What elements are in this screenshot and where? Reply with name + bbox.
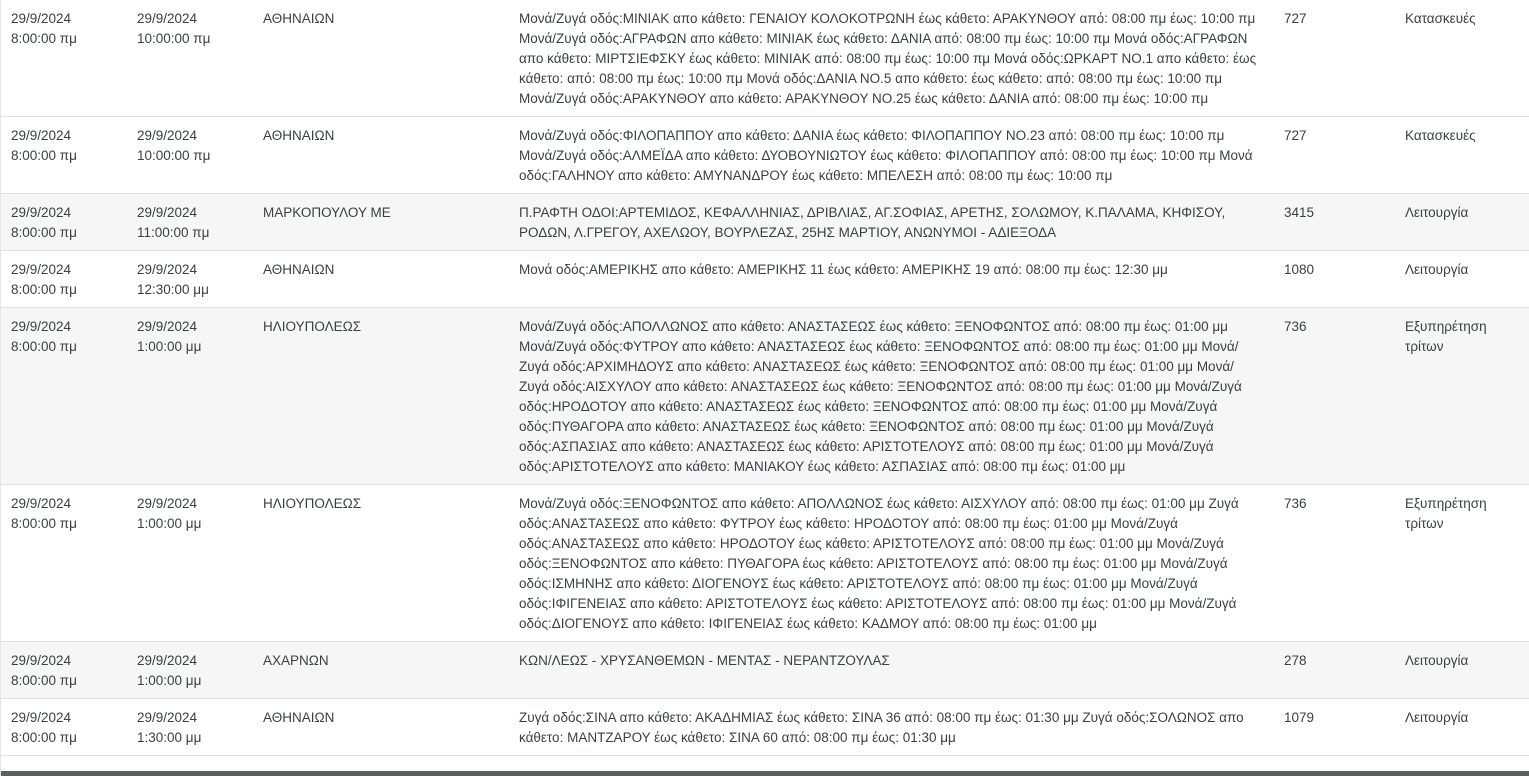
number-cell: 278 (1284, 653, 1307, 668)
start-date: 29/9/2024 (11, 319, 72, 334)
start-datetime-cell (1, 642, 127, 698)
end-datetime-cell (127, 194, 253, 250)
description-cell: Μονά οδός:ΑΜΕΡΙΚΗΣ απο κάθετο: ΑΜΕΡΙΚΗΣ 11 έως κάθετο: ΑΜΕΡΙΚΗΣ 19 από: 08:00 πμ έως: 12:30 μμ (519, 262, 1168, 277)
start-date: 29/9/2024 (11, 128, 72, 143)
description-cell: Μονά/Ζυγά οδός:ΦΙΛΟΠΑΠΠΟΥ απο κάθετο: ΔΑΝΙΑ έως κάθετο: ΦΙΛΟΠΑΠΠΟΥ NO.23 από: 08:00 πμ έως: 10:00 πμ Μονά/Ζυγά οδός:ΑΛΜΕΪΔΑ απο κάθετο: ΔΥΟΒΟΥΝΙΩΤΟΥ έως κάθετο: ΦΙΛΟΠΑΠΠΟΥ από: 08:00 πμ έως: 10:00 πμ Μονά οδός:ΓΑΛΗΝΟΥ απο κάθετο: ΑΜΥΝΑΝΔΡΟΥ έως κάθετο: ΜΠΕΛΕΣΗ από: 08:00 πμ έως: 10:00 πμ (519, 128, 1253, 183)
table-row (1, 699, 1529, 756)
end-time: 1:00:00 μμ (137, 339, 202, 354)
end-date: 29/9/2024 (137, 710, 198, 725)
start-date: 29/9/2024 (11, 11, 72, 26)
municipality-cell: ΑΘΗΝΑΙΩΝ (263, 262, 335, 277)
description-cell: ΚΩΝ/ΛΕΩΣ - ΧΡΥΣΑΝΘΕΜΩΝ - ΜΕΝΤΑΣ - ΝΕΡΑΝΤΖΟΥΛΑΣ (519, 653, 890, 668)
start-datetime-cell (1, 194, 127, 250)
municipality-cell: ΗΛΙΟΥΠΟΛΕΩΣ (263, 319, 362, 334)
municipality-cell: ΑΧΑΡΝΩΝ (263, 653, 329, 668)
category-cell: Λειτουργία (1405, 205, 1469, 220)
start-time: 8:00:00 πμ (11, 282, 77, 297)
start-time: 8:00:00 πμ (11, 339, 77, 354)
end-date: 29/9/2024 (137, 653, 198, 668)
number-cell: 1079 (1284, 710, 1315, 725)
end-time: 12:30:00 μμ (137, 282, 209, 297)
number-cell: 736 (1284, 496, 1307, 511)
table-row (1, 117, 1529, 194)
start-datetime-cell (1, 251, 127, 307)
table-row (1, 642, 1529, 699)
start-datetime-cell (1, 0, 127, 116)
end-time: 1:00:00 μμ (137, 673, 202, 688)
table-row (1, 251, 1529, 308)
end-datetime-cell (127, 308, 253, 484)
start-date: 29/9/2024 (11, 205, 72, 220)
number-cell: 3415 (1284, 205, 1315, 220)
municipality-cell: ΑΘΗΝΑΙΩΝ (263, 128, 335, 143)
category-cell: Λειτουργία (1405, 710, 1469, 725)
end-time: 1:30:00 μμ (137, 730, 202, 745)
start-datetime-cell (1, 485, 127, 641)
number-cell: 727 (1284, 128, 1307, 143)
end-time: 1:00:00 μμ (137, 516, 202, 531)
start-time: 8:00:00 πμ (11, 31, 77, 46)
end-datetime-cell (127, 699, 253, 755)
end-date: 29/9/2024 (137, 128, 198, 143)
category-cell: Κατασκευές (1405, 11, 1476, 26)
category-cell: Λειτουργία (1405, 653, 1469, 668)
table-row (1, 485, 1529, 642)
number-cell: 1080 (1284, 262, 1315, 277)
start-time: 8:00:00 πμ (11, 673, 77, 688)
description-cell: Ζυγά οδός:ΣΙΝΑ απο κάθετο: ΑΚΑΔΗΜΙΑΣ έως κάθετο: ΣΙΝΑ 36 από: 08:00 πμ έως: 01:30 μμ Ζυγά οδός:ΣΟΛΩΝΟΣ απο κάθετο: ΜΑΝΤΖΑΡΟΥ έως κάθετο: ΣΙΝΑ 60 από: 08:00 πμ έως: 01:30 μμ (519, 710, 1244, 745)
end-date: 29/9/2024 (137, 205, 198, 220)
start-datetime-cell (1, 308, 127, 484)
municipality-cell: ΑΘΗΝΑΙΩΝ (263, 11, 335, 26)
end-date: 29/9/2024 (137, 319, 198, 334)
category-cell: Εξυπηρέτηση τρίτων (1405, 496, 1487, 531)
municipality-cell: ΜΑΡΚΟΠΟΥΛΟΥ ΜΕ (263, 205, 391, 220)
category-cell: Κατασκευές (1405, 128, 1476, 143)
end-time: 11:00:00 πμ (137, 225, 210, 240)
end-time: 10:00:00 πμ (137, 31, 211, 46)
end-datetime-cell (127, 485, 253, 641)
municipality-cell: ΗΛΙΟΥΠΟΛΕΩΣ (263, 496, 362, 511)
end-date: 29/9/2024 (137, 496, 198, 511)
start-date: 29/9/2024 (11, 262, 72, 277)
end-datetime-cell (127, 117, 253, 193)
bottom-bar (1, 771, 1529, 776)
power-outage-table (1, 0, 1529, 756)
description-cell: Μονά/Ζυγά οδός:ΞΕΝΟΦΩΝΤΟΣ απο κάθετο: ΑΠΟΛΛΩΝΟΣ έως κάθετο: ΑΙΣΧΥΛΟΥ από: 08:00 πμ έως: 01:00 μμ Ζυγά οδός:ΑΝΑΣΤΑΣΕΩΣ απο κάθετο: ΦΥΤΡΟΥ έως κάθετο: ΗΡΟΔΟΤΟΥ από: 08:00 πμ έως: 01:00 μμ Μονά/Ζυγά οδός:ΑΝΑΣΤΑΣΕΩΣ απο κάθετο: ΗΡΟΔΟΤΟΥ έως κάθετο: ΑΡΙΣΤΟΤΕΛΟΥΣ από: 08:00 πμ έως: 01:00 μμ Μονά/Ζυγά οδός:ΞΕΝΟΦΩΝΤΟΣ απο κάθετο: ΠΥΘΑΓΟΡΑ έως κάθετο: ΑΡΙΣΤΟΤΕΛΟΥΣ από: 08:00 πμ έως: 01:00 μμ Μονά/Ζυγά οδός:ΙΣΜΗΝΗΣ απο κάθετο: ΔΙΟΓΕΝΟΥΣ έως κάθετο: ΑΡΙΣΤΟΤΕΛΟΥΣ από: 08:00 πμ έως: 01:00 μμ Μονά/Ζυγά οδός:ΙΦΙΓΕΝΕΙΑΣ απο κάθετο: ΑΡΙΣΤΟΤΕΛΟΥΣ έως κάθετο: ΑΡΙΣΤΟΤΕΛΟΥΣ από: 08:00 πμ έως: 01:00 μμ Μονά/Ζυγά οδός:ΔΙΟΓΕΝΟΥΣ απο κάθετο: ΙΦΙΓΕΝΕΙΑΣ έως κάθετο: ΚΑΔΜΟΥ από: 08:00 πμ έως: 01:00 μμ (519, 496, 1239, 631)
start-time: 8:00:00 πμ (11, 730, 77, 745)
number-cell: 736 (1284, 319, 1307, 334)
table-row (1, 194, 1529, 251)
category-cell: Εξυπηρέτηση τρίτων (1405, 319, 1487, 354)
end-date: 29/9/2024 (137, 262, 198, 277)
start-date: 29/9/2024 (11, 710, 72, 725)
start-time: 8:00:00 πμ (11, 148, 77, 163)
number-cell: 727 (1284, 11, 1307, 26)
description-cell: Μονά/Ζυγά οδός:ΜΙΝΙΑΚ απο κάθετο: ΓΕΝΑΙΟΥ ΚΟΛΟΚΟΤΡΩΝΗ έως κάθετο: ΑΡΑΚΥΝΘΟΥ από: 08:00 πμ έως: 10:00 πμ Μονά/Ζυγά οδός:ΑΓΡΑΦΩΝ απο κάθετο: ΜΙΝΙΑΚ έως κάθετο: ΔΑΝΙΑ από: 08:00 πμ έως: 10:00 πμ Μονά οδός:ΑΓΡΑΦΩΝ απο κάθετο: ΜΙΡΤΣΙΕΦΣΚΥ έως κάθετο: ΜΙΝΙΑΚ από: 08:00 πμ έως: 10:00 πμ Μονά οδός:ΩΡΚΑΡΤ NO.1 απο κάθετο: έως κάθετο: από: 08:00 πμ έως: 10:00 πμ Μονά οδός:ΔΑΝΙΑ NO.5 απο κάθετο: έως κάθετο: από: 08:00 πμ έως: 10:00 πμ Μονά/Ζυγά οδός:ΑΡΑΚΥΝΘΟΥ απο κάθετο: ΑΡΑΚΥΝΘΟΥ NO.25 έως κάθετο: ΔΑΝΙΑ από: 08:00 πμ έως: 10:00 πμ (519, 11, 1257, 106)
description-cell: Μονά/Ζυγά οδός:ΑΠΟΛΛΩΝΟΣ απο κάθετο: ΑΝΑΣΤΑΣΕΩΣ έως κάθετο: ΞΕΝΟΦΩΝΤΟΣ από: 08:00 πμ έως: 01:00 μμ Μονά/Ζυγά οδός:ΦΥΤΡΟΥ απο κάθετο: ΑΝΑΣΤΑΣΕΩΣ έως κάθετο: ΞΕΝΟΦΩΝΤΟΣ από: 08:00 πμ έως: 01:00 μμ Μονά/Ζυγά οδός:ΑΡΧΙΜΗΔΟΥΣ απο κάθετο: ΑΝΑΣΤΑΣΕΩΣ έως κάθετο: ΞΕΝΟΦΩΝΤΟΣ από: 08:00 πμ έως: 01:00 μμ Μονά/Ζυγά οδός:ΑΙΣΧΥΛΟΥ απο κάθετο: ΑΝΑΣΤΑΣΕΩΣ έως κάθετο: ΞΕΝΟΦΩΝΤΟΣ από: 08:00 πμ έως: 01:00 μμ Μονά/Ζυγά οδός:ΗΡΟΔΟΤΟΥ απο κάθετο: ΑΝΑΣΤΑΣΕΩΣ έως κάθετο: ΞΕΝΟΦΩΝΤΟΣ από: 08:00 πμ έως: 01:00 μμ Μονά/Ζυγά οδός:ΠΥΘΑΓΟΡΑ απο κάθετο: ΑΝΑΣΤΑΣΕΩΣ έως κάθετο: ΞΕΝΟΦΩΝΤΟΣ από: 08:00 πμ έως: 01:00 μμ Μονά/Ζυγά οδός:ΑΣΠΑΣΙΑΣ απο κάθετο: ΑΝΑΣΤΑΣΕΩΣ έως κάθετο: ΑΡΙΣΤΟΤΕΛΟΥΣ από: 08:00 πμ έως: 01:00 μμ Μονά/Ζυγά οδός:ΑΡΙΣΤΟΤΕΛΟΥΣ απο κάθετο: ΜΑΝΙΑΚΟΥ έως κάθετο: ΑΣΠΑΣΙΑΣ από: 08:00 πμ έως: 01:00 μμ (519, 319, 1242, 474)
end-datetime-cell (127, 642, 253, 698)
start-datetime-cell (1, 117, 127, 193)
end-datetime-cell (127, 0, 253, 116)
end-datetime-cell (127, 251, 253, 307)
start-time: 8:00:00 πμ (11, 516, 77, 531)
table-row (1, 0, 1529, 117)
start-datetime-cell (1, 699, 127, 755)
start-date: 29/9/2024 (11, 653, 72, 668)
table-row (1, 308, 1529, 485)
end-time: 10:00:00 πμ (137, 148, 211, 163)
category-cell: Λειτουργία (1405, 262, 1469, 277)
end-date: 29/9/2024 (137, 11, 198, 26)
municipality-cell: ΑΘΗΝΑΙΩΝ (263, 710, 335, 725)
start-time: 8:00:00 πμ (11, 225, 77, 240)
start-date: 29/9/2024 (11, 496, 72, 511)
description-cell: Π.ΡΑΦΤΗ ΟΔΟΙ:ΑΡΤΕΜΙΔΟΣ, ΚΕΦΑΛΛΗΝΙΑΣ, ΔΡΙΒΛΙΑΣ, ΑΓ.ΣΟΦΙΑΣ, ΑΡΕΤΗΣ, ΣΟΛΩΜΟΥ, Κ.ΠΑΛΑΜΑ, ΚΗΦΙΣΟΥ, ΡΟΔΩΝ, Λ.ΓΡΕΓΟΥ, ΑΧΕΛΩΟΥ, ΒΟΥΡΛΕΖΑΣ, 25ΗΣ ΜΑΡΤΙΟΥ, ΑΝΩΝΥΜΟΙ - ΑΔΙΕΞΟΔΑ (519, 205, 1226, 240)
